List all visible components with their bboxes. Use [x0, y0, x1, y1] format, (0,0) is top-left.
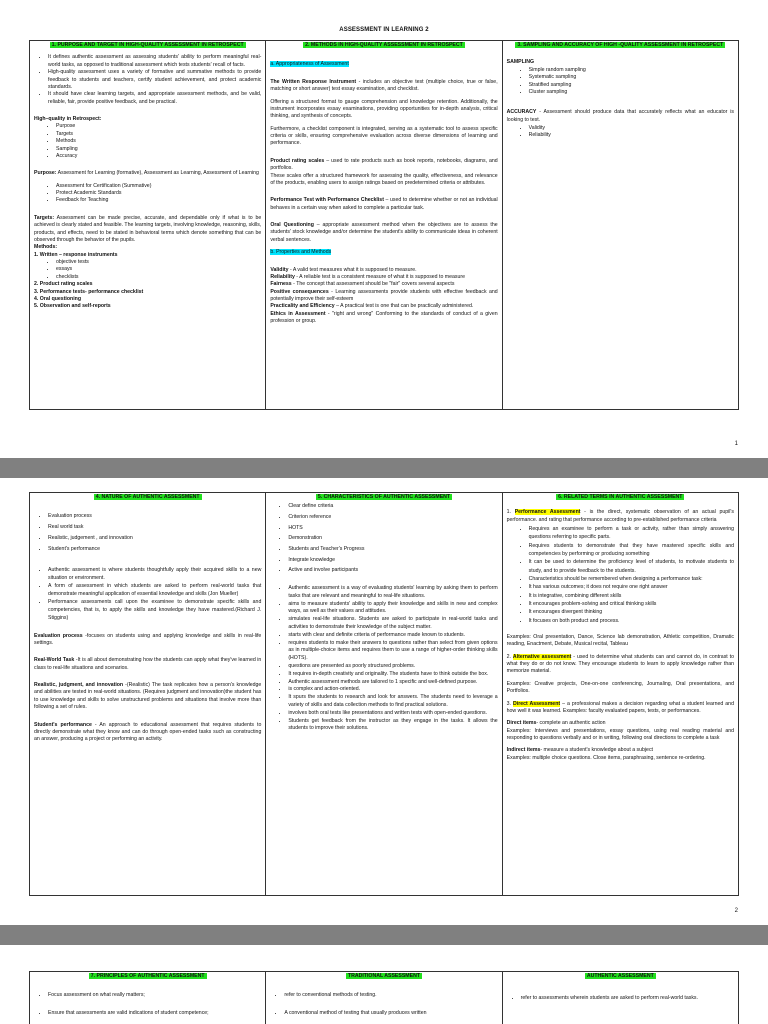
list-item: • A form of assessment in which students are asked to perform real-world tasks that demonstrate meaningful application of essential knowledge and skills (Jon Mueller) — [48, 582, 261, 598]
realistic-text: -(Realistic) The task replicates how a person's knowledge and abilities are tested in real-world situations. (Requires judgment and innovation)the student has to use knowledge and skills to solve unstructured problems and situations that involve more than following a set of rules. — [34, 682, 262, 711]
page2-table — [29, 492, 739, 896]
list-item: • checklists — [56, 274, 261, 281]
scales-paragraph: These scales offer a structured framework for assessing the quality, effectiveness, and relevance of the products, enabling users to assign ratings based on predetermined criteria or attributes. — [270, 172, 498, 186]
list-item: • It can be used to determine the proficiency level of students, to motivate students to study, and to provide feedback to the students. — [529, 558, 734, 575]
list-item: • involves both oral tests like presentations and written tests with open-ended questions. — [288, 710, 497, 718]
performance-assessment-paragraph — [507, 509, 734, 524]
ethics-line — [270, 311, 497, 326]
da-label: Direct Assessment — [513, 700, 561, 707]
list-item: • Performance assessments call upon the examinee to demonstrate specific skills and competencies, that is, to apply the skills and knowledge they have mastered.(Richard J. Stiggins) — [48, 598, 261, 622]
traditional-column — [266, 972, 502, 1024]
pa-examples: Examples: Oral presentation, Dance, Science lab demonstration, Athletic competition, Dramatic reading, Enactment, Debate, Musical recital, Tableau — [506, 633, 734, 648]
oral-text: – appropriate assessment method when the objectives are to assess the students' stock knowledge and/or determine the student's ability to communicate ideas in coherent verbal sentences. — [270, 222, 498, 243]
list-item: • It has various outcomes; it does not require one right answer — [529, 583, 734, 591]
practicality-line — [270, 303, 497, 310]
list-item: • Targets — [56, 131, 261, 138]
reliability-line — [270, 274, 497, 281]
list-item: • Accuracy — [56, 153, 261, 160]
aa-text: - used to determine what students can and cannot do, in contrast to what they do or do not know. They encourage students to learn to apply knowledge rather than memorize material. — [506, 653, 734, 675]
evaluation-text: -focuses on students using and applying knowledge and skills in real-life settings. — [34, 632, 262, 646]
product-paragraph — [270, 158, 497, 173]
list-item: • questions are presented as poorly structured problems. — [288, 663, 497, 671]
list-item: • It requires in-depth creativity and originality. The students have to think outside the box. — [288, 671, 497, 679]
positive-label: Positive consequences — [270, 288, 329, 295]
characteristics-column — [266, 493, 502, 895]
list-item: • Stratified sampling — [529, 82, 734, 89]
direct-items-line — [507, 720, 734, 727]
authentic-header: AUTHENTIC ASSESSMENT — [586, 973, 654, 979]
page-3 — [0, 945, 768, 1024]
purpose-list — [34, 183, 261, 205]
list-item: • Reliability — [529, 132, 734, 139]
page-1 — [0, 0, 768, 458]
written-paragraph — [270, 79, 497, 94]
principles-column — [30, 972, 266, 1024]
accuracy-paragraph — [507, 109, 734, 124]
list-item: • It encourages divergent thinking — [529, 608, 734, 616]
written-label: The Written Response Instrument — [270, 78, 357, 85]
accuracy-label: ACCURACY — [506, 109, 537, 116]
list-item: • Systematic sampling — [529, 74, 734, 81]
list-item: • It encourages problem-solving and critical thinking skills — [529, 600, 734, 608]
list-item: • Feedback for Teaching — [56, 197, 261, 204]
list-item: • Requires students to demonstrate that they have mastered specific skills and competencies by performing or producing something — [529, 542, 734, 559]
fairness-line — [270, 281, 497, 288]
list-item: • It defines authentic assessment as assessing students' ability to perform meaningful real-world tasks, as opposed to traditional assessment which tests students' recall of facts. — [48, 54, 261, 69]
performance-text: – used to determine whether or not an individual behaves in a certain way when asked to complete a particular task. — [270, 197, 498, 211]
list-item: • Students and Teacher's Progress — [288, 544, 497, 555]
method-2: 2. Product rating scales — [34, 281, 93, 288]
oral-paragraph — [270, 222, 497, 244]
sampling-list — [507, 67, 734, 97]
direct-items-text: - complete an authentic action — [536, 720, 606, 727]
document-title: ASSESSMENT IN LEARNING 2 — [339, 27, 429, 33]
indirect-items-line — [507, 747, 734, 754]
list-item: • simulates real-life situations. Students are asked to participate in real-world tasks and activities to demonstrate their knowledge of the subject matter. — [288, 616, 497, 632]
direct-assessment-paragraph — [507, 701, 734, 716]
list-item: • essays — [56, 266, 261, 273]
realistic-paragraph — [34, 682, 261, 712]
aa-label: Alternative assessment — [512, 653, 572, 660]
principles-header: 7. PRINCIPLES OF AUTHENTIC ASSESSMENT — [90, 973, 205, 979]
related-terms-column — [503, 493, 738, 895]
list-item: • Authentic assessment methods are tailored to 1 specific and well-defined purpose. — [288, 679, 497, 687]
reliability-text: - A reliable test is a consistent measure of what it is supposed to measure — [294, 273, 465, 280]
list-item: • Validity — [529, 125, 734, 132]
evaluation-label: Evaluation process — [34, 632, 83, 639]
product-text: – used to rate products such as book reports, notebooks, diagrams, and portfolios. — [270, 157, 498, 172]
practicality-text: – A practical test is one that can be practically administered. — [334, 303, 474, 310]
direct-items-label: Direct items — [506, 720, 537, 727]
page-number: 2 — [734, 908, 738, 914]
validity-line — [270, 267, 497, 274]
principles-list — [34, 992, 261, 1017]
purpose-text: Assessment for Learning (formative), Assessment as Learning, Assessment of Learning — [56, 170, 259, 177]
nature-column — [30, 493, 266, 895]
list-item: • Assessment for Certification (Summative) — [56, 183, 261, 190]
product-label: Product rating scales — [270, 157, 325, 164]
realistic-label: Realistic, judgment, and innovation — [34, 682, 124, 688]
offering-paragraph: Offering a structured format to gauge comprehension and knowledge retention. Additionally, the instrument incorporates essay examinations, providing opportunities for in-depth analysis, critical thinking, and synthesis of concepts. — [270, 98, 498, 120]
purpose-paragraph — [34, 170, 261, 177]
pa-text: - is the direct, systematic observation of an actual pupil's performance. and rating that performance according to pre-established performance criteria — [506, 509, 734, 523]
method1-list — [34, 259, 261, 281]
nature-bullet-list — [34, 566, 261, 622]
list-item: • is complex and action-oriented. — [288, 686, 497, 694]
student-performance-label: Student's performance — [34, 721, 92, 728]
pa-number: 1. — [506, 509, 515, 516]
authentic-list — [507, 992, 734, 1004]
list-item: • Purpose — [56, 123, 261, 130]
characteristics-header: 5. CHARACTERISTICS OF AUTHENTIC ASSESSMENT — [317, 494, 451, 500]
performance-paragraph — [34, 722, 261, 744]
list-item: • Realistic, judgement , and innovation — [48, 533, 261, 544]
page-2 — [0, 478, 768, 925]
list-item: • Active and involve participants — [288, 565, 497, 576]
characteristics-items-list — [270, 501, 497, 576]
intro-bullet-list — [34, 54, 261, 106]
list-item: • Evaluation process — [48, 511, 261, 522]
method-1: 1. Written – response instruments — [34, 251, 118, 258]
list-item: • Sampling — [56, 146, 261, 153]
hq-list — [34, 123, 261, 160]
sampling-label: SAMPLING — [506, 59, 535, 66]
list-item: • Methods — [56, 138, 261, 145]
performance-label: Performance Test with Performance Checklist — [270, 197, 384, 204]
list-item: • A conventional method of testing that usually produces written — [284, 1010, 497, 1017]
pa-list — [507, 525, 734, 625]
positive-line — [270, 289, 497, 304]
purpose-target-column — [30, 41, 266, 409]
purpose-label: Purpose: — [34, 170, 57, 177]
list-item: • starts with clear and definite criteria of performance made known to students. — [288, 632, 497, 640]
ethics-text: - "right and wrong" Conforming to the standards of conduct of a given profession or group. — [270, 310, 498, 325]
sampling-accuracy-column — [503, 41, 738, 409]
list-item: • refer to conventional methods of testing. — [284, 992, 497, 999]
accuracy-text: - Assessment should produce data that accurately reflects what an educator is looking to test. — [506, 109, 734, 123]
real-world-paragraph — [34, 657, 261, 672]
direct-items-examples: Examples: Interviews and presentations, essay questions, using real reading material and responding to questions verbally and or in writing, following oral directions to complete a task — [506, 727, 734, 741]
methods-column — [266, 41, 502, 409]
fairness-label: Fairness — [270, 281, 292, 288]
methods-label: Methods: — [34, 244, 58, 251]
purpose-target-header: 1. PURPOSE AND TARGET IN HIGH-QUALITY ASSESSMENT IN RETROSPECT — [51, 42, 244, 48]
list-item: • Demonstration — [288, 533, 497, 544]
method-4: 4. Oral questioning — [34, 295, 81, 302]
list-item: • refer to assessments wherein students are asked to perform real-world tasks. — [521, 992, 734, 1004]
da-text: – a professional makes a decision regarding what a student learned and how well it was learned. Examples: faculty evaluated papers, tests, or performances. — [506, 700, 734, 714]
indirect-items-examples: Examples: multiple choice questions. Close items, paraphrasing, sentence re-ordering. — [506, 754, 706, 761]
ethics-label: Ethics in Assessment — [270, 310, 326, 317]
performance-paragraph — [270, 197, 497, 212]
nature-header: 4. NATURE OF AUTHENTIC ASSESSMENT — [95, 494, 200, 500]
indirect-items-text: - measure a student's knowledge about a subject — [540, 747, 653, 754]
targets-text: Assessment can be made precise, accurate, and dependable only if what is to be achieved is clearly stated and feasible. The learning targets, involving knowledge, reasoning, skills, products, and effects, need to be stated in behavioral terms which denote something that can be observed through the behavior of the pupils. — [34, 214, 262, 243]
list-item: • requires students to make their answers to questions rather than select from given options as in multiple-choice items and requires them to use a range of higher-order thinking skills (HOTS). — [288, 640, 497, 663]
pa-label: Performance Assessment — [514, 509, 581, 516]
aa-number: 2. — [506, 653, 513, 660]
accuracy-list — [507, 125, 734, 140]
targets-label: Targets: — [34, 214, 55, 221]
list-item: • HOTS — [288, 523, 497, 534]
methods-header: 2. METHODS IN HIGH-QUALITY ASSESSMENT IN RETROSPECT — [305, 42, 463, 48]
traditional-header: TRADITIONAL ASSESSMENT — [347, 973, 421, 979]
page3-table — [29, 971, 739, 1024]
method-5: 5. Observation and self-reports — [34, 303, 111, 310]
list-item: • It focuses on both product and process. — [529, 617, 734, 625]
list-item: • It spurs the students to research and look for answers. The students need to leverage a variety of skills and data collection methods to find practical solutions. — [288, 694, 497, 710]
targets-paragraph — [34, 215, 261, 245]
traditional-list — [270, 992, 497, 1017]
nature-items-list — [34, 511, 261, 555]
validity-label: Validity — [270, 266, 289, 273]
appropriateness-subheading: a. Appropriateness of Assessment — [270, 61, 349, 68]
real-world-label: Real-World Task — [34, 657, 75, 664]
list-item: • Protect Academic Standards — [56, 190, 261, 197]
evaluation-paragraph — [34, 633, 261, 648]
list-item: • Students get feedback from the instructor as they engage in the tasks. It allows the students to improve their solutions. — [288, 718, 497, 734]
list-item: • Student's performance — [48, 544, 261, 555]
list-item: • Authentic assessment is a way of evaluating students' learning by asking them to perform tasks that are relevant and meaningful to real-life situations. — [288, 585, 497, 601]
indirect-items-label: Indirect items — [506, 747, 541, 754]
sampling-header: 3. SAMPLING AND ACCURACY OF HIGH -QUALITY ASSESSMENT IN RETROSPECT — [517, 42, 724, 48]
list-item: • It should have clear learning targets, and appropriate assessment methods, and be valid, reliable, fair, provide positive feedback, and be practical. — [48, 91, 261, 106]
list-item: • Ensure that assessments are valid indications of student competence; — [48, 1010, 261, 1017]
authentic-column — [503, 972, 738, 1024]
checklist-paragraph: Furthermore, a checklist component is integrated, serving as a systematic tool to assess specific criteria or skills, ensuring comprehensive evaluation across diverse dimensions of learning and performance. — [270, 125, 498, 147]
reliability-label: Reliability — [270, 273, 295, 280]
list-item: • Characteristics should be remembered when designing a performance task: — [529, 575, 734, 583]
da-number: 3. — [506, 700, 513, 707]
list-item: • objective tests — [56, 259, 261, 266]
page-number: 1 — [734, 441, 738, 447]
hq-label: High–quality in Retrospect: — [34, 116, 102, 122]
list-item: • High-quality assessment uses a variety of formative and summative methods to provide feedback to students and teachers, certify student achievement, and protect academic standards. — [48, 69, 261, 91]
list-item: • Requires an examinee to perform a task or activity, rather than simply answering questions referring to specific parts. — [529, 525, 734, 542]
characteristics-bullet-list — [270, 585, 497, 733]
positive-text: - Learning assessments provide students with effective feedback and potentially improve their self-esteem — [270, 288, 498, 302]
real-world-text: -It is all about demonstrating how the students can apply what they've learned in class to real-life situations and scenarios. — [34, 657, 262, 671]
alternative-assessment-paragraph — [507, 654, 734, 676]
aa-examples: Examples: Creative projects, One-on-one conferencing, Journaling, Oral presentations, and Portfolios. — [506, 680, 734, 695]
list-item: • Authentic assessment is where students thoughtfully apply their acquired skills to a new situation or environment. — [48, 566, 261, 582]
list-item: • Cluster sampling — [529, 89, 734, 96]
validity-text: - A valid test measures what it is supposed to measure. — [288, 266, 417, 273]
list-item: • Real world task — [48, 522, 261, 533]
related-terms-header: 6. RELATED TERMS IN AUTHENTIC ASSESSMENT — [558, 494, 683, 500]
list-item: • Criterion reference — [288, 512, 497, 523]
list-item: • Clear define criteria — [288, 501, 497, 512]
method-3: 3. Performance tests- performance checklist — [34, 288, 144, 295]
list-item: • Simple random sampling — [529, 67, 734, 74]
list-item: • Integrate knowledge — [288, 555, 497, 566]
list-item: • Focus assessment on what really matters; — [48, 992, 261, 999]
page1-table — [29, 40, 739, 410]
written-text: - includes an objective test (multiple choice, true or false, matching or short answer) test essay examination, and checklist. — [270, 78, 498, 93]
oral-label: Oral Questioning — [270, 222, 314, 228]
list-item: • aims to measure students' ability to apply their knowledge and skills in new and complex ways, as well as their values and attitudes. — [288, 601, 497, 617]
practicality-label: Practicality and Efficiency — [270, 303, 335, 310]
list-item: • It is integrative, combining different skills — [529, 592, 734, 600]
student-performance-text: - An approach to educational assessment that requires students to directly demonstrate what they know and can do through open-ended tasks such as constructing an answer, producing a project or performing an activity. — [34, 721, 262, 743]
fairness-text: - The concept that assessment should be "fair" covers several aspects — [291, 281, 455, 288]
properties-subheading: b. Properties and Methods — [270, 249, 332, 256]
